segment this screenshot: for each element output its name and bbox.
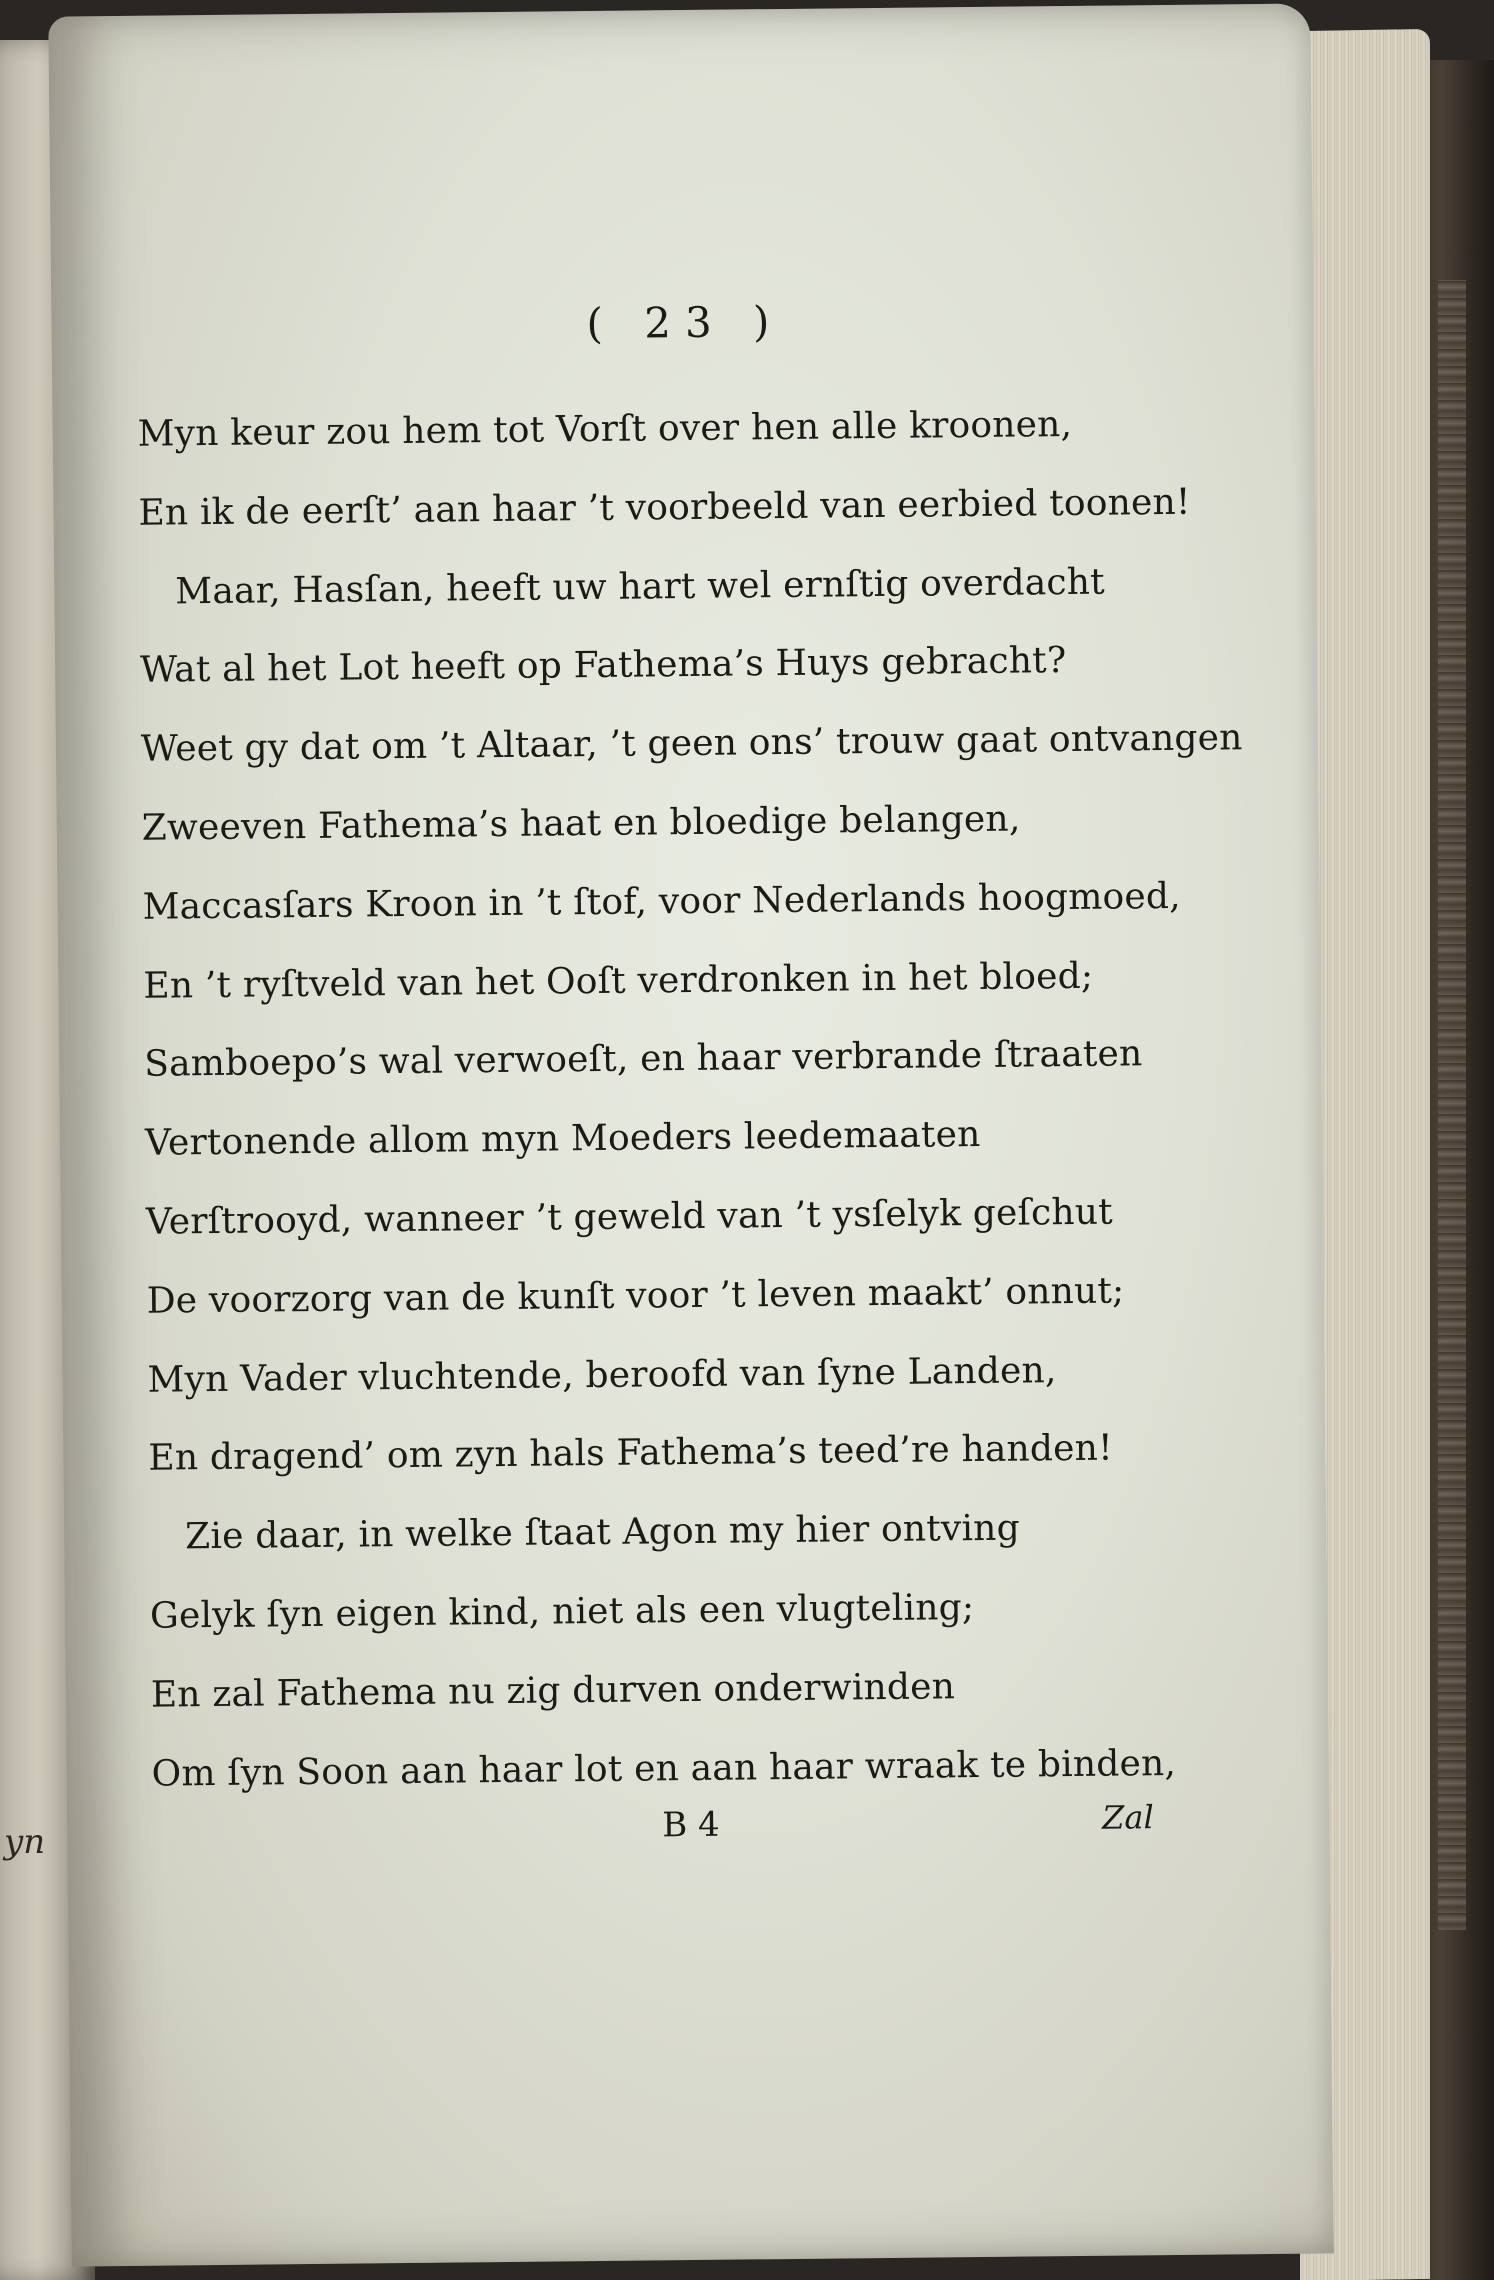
catchword: Zal xyxy=(1101,1798,1154,1837)
verse-line: Gelyk ſyn eigen kind, niet als een vlugteling; xyxy=(149,1587,975,1637)
verse-lines xyxy=(137,385,1243,1814)
verse-line: De voorzorg van de kunſt voor ’t leven maakt’ onnut; xyxy=(146,1270,1125,1322)
verse-line: Maccasſars Kroon in ’t ſtof, voor Nederlands hoogmoed, xyxy=(142,875,1182,928)
verse-line: Vertonende allom myn Moeders leedemaaten xyxy=(144,1114,981,1164)
verse-line: En dragend’ om zyn hals Fathema’s teed’re handen! xyxy=(148,1427,1113,1480)
book-page xyxy=(48,3,1333,2266)
verse-line: Myn Vader vluchtende, beroofd van ſyne Landen, xyxy=(147,1349,1057,1401)
verse-line: Samboepo’s wal verwoeſt, en haar verbrande ſtraaten xyxy=(144,1033,1143,1086)
page-number: ( 23 ) xyxy=(586,296,784,349)
verse-line: En ik de eerſt’ aan haar ’t voorbeeld van eerbied toonen! xyxy=(138,481,1191,534)
verse-line: Zie daar, in welke ſtaat Agon my hier ontving xyxy=(184,1507,1021,1558)
page-text xyxy=(133,5,1243,1846)
verse-line: Weet gy dat om ’t Altaar, ’t geen ons’ trouw gaat ontvangen xyxy=(140,717,1243,770)
left-page-fragment: yn xyxy=(4,1822,46,1862)
verse-line: Zweeven Fathema’s haat en bloedige belangen, xyxy=(141,798,1021,849)
verse-line: En ’t ryſtveld van het Ooſt verdronken in het bloed; xyxy=(143,955,1094,1007)
verse-line: Wat al het Lot heeft op Fathema’s Huys gebracht? xyxy=(139,640,1067,692)
verse-line: Verſtrooyd, wanneer ’t geweld van ’t ysſelyk geſchut xyxy=(145,1191,1114,1243)
verse-line: En zal Fathema nu zig durven onderwinden xyxy=(150,1666,956,1716)
verse-line: Myn keur zou hem tot Vorſt over hen alle kroonen, xyxy=(137,403,1073,455)
book-cover-edge xyxy=(1420,60,1494,2280)
verse-line: Om ſyn Soon aan haar lot en aan haar wraak te binden, xyxy=(151,1742,1177,1795)
signature-mark: B 4 xyxy=(662,1804,720,1846)
verse-line: Maar, Hasſan, heeft uw hart wel ernſtig overdacht xyxy=(175,561,1106,612)
